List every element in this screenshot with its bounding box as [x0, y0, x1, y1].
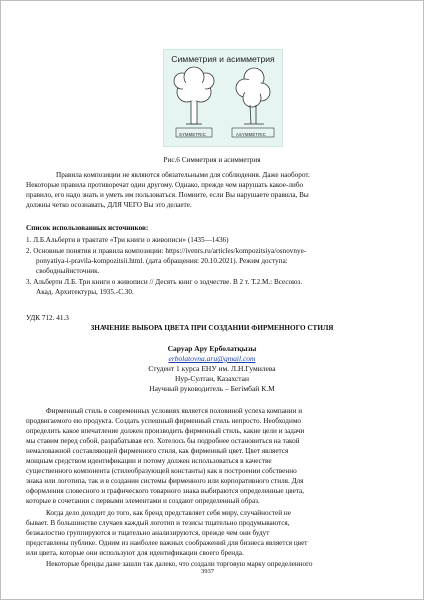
sources-heading: Список использованных источников: — [26, 224, 149, 232]
body-line: определить какое впечатление должен производить фирменный стиль, какие цели и задачи — [26, 427, 305, 435]
symmetric-label: SYMMETRIC — [179, 132, 206, 137]
intro-line-1: Правила композиции не являются обязательными для соблюдения. Даже наоборот. — [56, 171, 310, 179]
body-line: или цвета, которые они используют для идентификации своего бренда. — [26, 549, 244, 557]
body-line: представлены публике. Одним из наиболее важных соображений для бизнеса является цвет — [26, 539, 308, 547]
page-number: 3937 — [201, 568, 214, 575]
source-item-continued: ponyatiya-i-pravila-kompozitsii.html. (дата обращения: 20.10.2021). Режим доступа: — [36, 257, 288, 265]
source-item-continued: свободныйисточник. — [36, 267, 100, 275]
body-line: Когда дело доходит до того, как бренд представляет себя миру, случайностей не — [46, 509, 291, 517]
body-line: продвигаемого ею продукта. Создать успешный фирменный стиль непросто. Необходимо — [26, 417, 301, 425]
body-line: существенного компонента (стилеобразующей константы) как в построении собственно — [26, 467, 297, 475]
body-line: мощным средством идентификации и потому должен использоваться в качестве — [26, 457, 272, 465]
supervisor: Научный руководитель – Бегімбай К.М — [149, 384, 275, 393]
asymmetric-tree-icon — [236, 68, 270, 124]
intro-line-4: должны четко осознавать, ДЛЯ ЧЕГО Вы это делаете. — [26, 201, 192, 209]
body-line: бывает. В большинстве случаев каждый логотип и тезисы тщательно продумываются, — [26, 519, 290, 527]
body-line: Фирменный стиль в современных условиях является половиной успеха компании и — [46, 407, 303, 415]
body-line: немаловажной составляющей фирменного стиля, как фирменный цвет. Цвет является — [26, 447, 289, 455]
symmetric-tree-icon — [174, 67, 214, 124]
intro-line-3: правило, его надо знать и уметь им пользоваться. Помните, если Вы нарушаете правила, Вы — [26, 191, 309, 199]
author-email-link[interactable]: erbolatovna.aru@gmail.com — [168, 354, 256, 363]
source-item: 3. Альберти Л.Б. Три книги о живописи // Десять книг о зодчестве. В 2 т. Т.2.М.: Всесоюз. — [26, 278, 303, 286]
body-line: безжалостно группируются и тщательно анализируются, прежде чем они будут — [26, 529, 270, 537]
intro-line-2: Некоторые правила противоречат один другому. Однако, прежде чем нарушать какое-либо — [26, 181, 304, 189]
body-line: Некоторые бренды даже зашли так далеко, что создали торговую марку определенного — [46, 560, 313, 568]
body-line: оформления словесного и графического товарного знака выбираются определенные цвета, — [26, 487, 305, 495]
source-item: 2. Основные понятия и правила композиции: https://ivenrs.ru/articles/kompozitsiya/osnovnye- — [26, 247, 307, 255]
source-item: 1. Л.Б.Альберти в трактате «Три книги о живописи» (1435—1436) — [26, 236, 229, 244]
source-item-continued: Акад. Архитектуры, 1935.-С.30. — [36, 288, 134, 296]
body-line: знака или логотипа, так и в создании системы фирменного или корпоративного стиля. Для — [26, 477, 304, 485]
figure-title: Симметрия и асимметрия — [171, 54, 275, 64]
author-affiliation: Студент 1 курса ЕНУ им. Л.Н.Гумилева — [148, 364, 276, 373]
symmetry-figure — [163, 49, 283, 147]
author-email-wrap — [1, 354, 423, 364]
udk-code: УДК 712. 41.3 — [26, 314, 69, 322]
figure-caption: Рис.6 Симметрия и асимметрия — [163, 156, 261, 164]
body-line: которые в сочетании с первыми элементами и создают определенный образ. — [26, 497, 260, 505]
author-city: Нур-Султан, Казахстан — [175, 374, 249, 383]
author-name: Саруар Ару Ерболатқызы — [167, 344, 257, 353]
article-title: ЗНАЧЕНИЕ ВЫБОРА ЦВЕТА ПРИ СОЗДАНИИ ФИРМЕННОГО СТИЛЯ — [90, 324, 334, 332]
body-line: мы ставим перед собой, разрабатывая его. Хотелось бы подробнее остановиться на такой — [26, 437, 300, 445]
asymmetric-label: ASYMMETRIC — [236, 132, 266, 137]
